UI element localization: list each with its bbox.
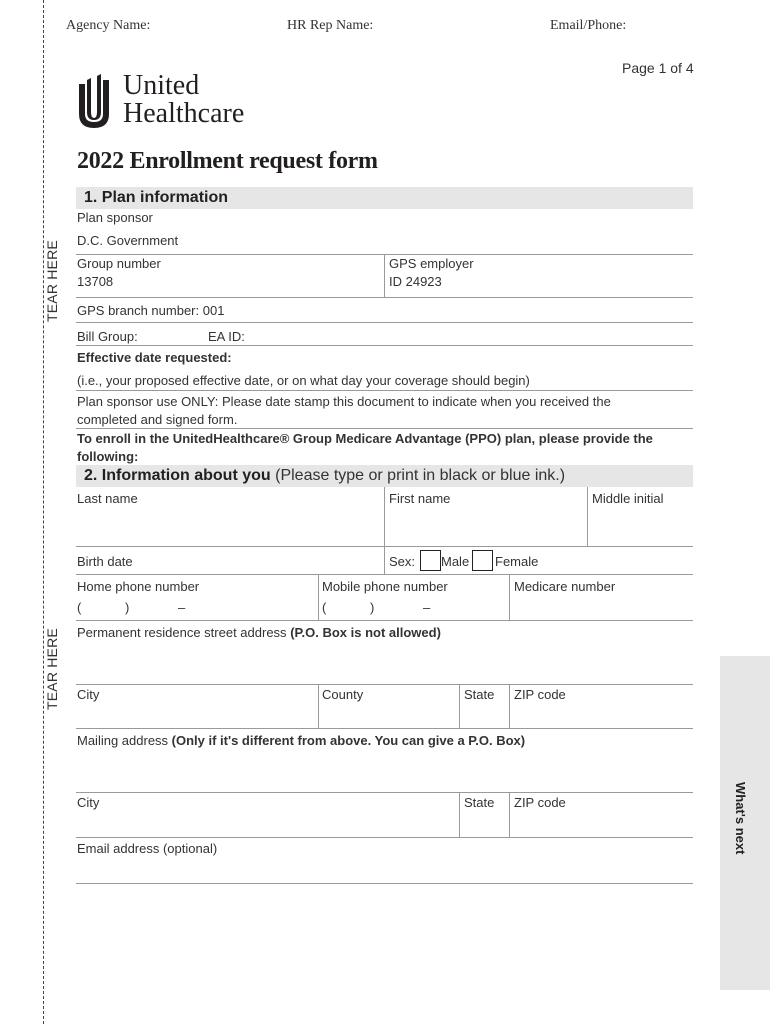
divider (76, 792, 693, 793)
divider-vertical (509, 684, 510, 728)
enroll-instruction-line1: To enroll in the UnitedHealthcare® Group Medicare Advantage (PPO) plan, please provide the (77, 431, 653, 446)
divider (76, 322, 693, 323)
mobile-phone-field[interactable] (320, 596, 507, 619)
email-address-label: Email address (optional) (77, 841, 218, 856)
divider-vertical (587, 487, 588, 546)
uhc-logo-icon (77, 74, 111, 132)
mailing-state-field[interactable] (461, 812, 507, 836)
page-indicator: Page 1 of 4 (622, 60, 694, 76)
gps-branch-number: GPS branch number: 001 (77, 303, 225, 318)
ea-id-label: EA ID: (208, 329, 245, 344)
section-2-heading: 2. Information about you (84, 467, 271, 484)
home-phone-paren-open: ( (77, 600, 82, 615)
plan-sponsor-value: D.C. Government (77, 233, 179, 248)
divider-vertical (459, 684, 460, 728)
bill-group-label: Bill Group: (77, 329, 138, 344)
group-number-label: Group number (77, 256, 161, 271)
logo-line-healthcare: Healthcare (123, 98, 245, 129)
sponsor-use-line2: completed and signed form. (77, 412, 238, 427)
divider (76, 728, 693, 729)
enroll-instruction-line2: following: (77, 449, 139, 464)
sex-label: Sex: (389, 554, 416, 569)
section-2-heading-note: (Please type or print in black or blue ink.) (275, 467, 566, 484)
mailing-city-label: City (77, 795, 100, 810)
zip-code-label: ZIP code (514, 687, 566, 702)
divider-vertical (384, 546, 385, 574)
mobile-phone-paren-close: ) (370, 600, 375, 615)
hr-rep-name-label: HR Rep Name: (287, 18, 374, 33)
home-phone-field[interactable] (76, 596, 316, 619)
middle-initial-label: Middle initial (592, 491, 664, 506)
mobile-phone-dash: – (423, 600, 431, 615)
mailing-address-row (77, 733, 525, 748)
divider-vertical (509, 574, 510, 620)
section-1-heading: 1. Plan information (84, 189, 229, 206)
page-title: 2022 Enrollment request form (77, 148, 378, 174)
gps-employer-value: ID 24923 (389, 274, 442, 289)
plan-sponsor-label: Plan sponsor (77, 210, 153, 225)
divider-vertical (318, 684, 319, 728)
home-phone-dash: – (178, 600, 186, 615)
last-name-field[interactable] (76, 487, 383, 545)
city-label: City (77, 687, 100, 702)
middle-initial-field[interactable] (589, 510, 692, 545)
mailing-address-field[interactable] (76, 752, 693, 790)
first-name-label: First name (389, 491, 451, 506)
divider-vertical (509, 792, 510, 837)
residence-address-field[interactable] (76, 642, 693, 682)
female-checkbox[interactable] (472, 550, 493, 571)
residence-address-label: Permanent residence street address (77, 625, 287, 640)
female-label: Female (495, 554, 539, 569)
residence-address-row (77, 625, 441, 640)
county-label: County (322, 687, 364, 702)
divider (76, 390, 693, 391)
divider (76, 574, 693, 575)
divider (76, 428, 693, 429)
divider-vertical (384, 254, 385, 297)
county-field[interactable] (320, 704, 457, 727)
divider-vertical (384, 487, 385, 546)
gps-employer-label: GPS employer (389, 256, 474, 271)
first-name-field[interactable] (386, 510, 586, 545)
home-phone-label: Home phone number (77, 579, 200, 594)
divider-vertical (318, 574, 319, 620)
tear-here-label-top: TEAR HERE (44, 240, 60, 322)
tear-line (43, 0, 44, 1024)
section-2-heading-row (84, 467, 565, 485)
male-checkbox[interactable] (420, 550, 441, 571)
group-number-value: 13708 (77, 274, 114, 289)
medicare-number-field[interactable] (511, 596, 692, 619)
medicare-number-label: Medicare number (514, 579, 616, 594)
divider-vertical (459, 792, 460, 837)
email-phone-label: Email/Phone: (550, 18, 627, 33)
mailing-city-field[interactable] (76, 812, 457, 836)
mailing-address-note: (Only if it's different from above. You can give a P.O. Box) (171, 733, 526, 748)
email-address-field[interactable] (76, 858, 693, 882)
whats-next-label: What's next (733, 782, 748, 855)
mailing-state-label: State (464, 795, 495, 810)
divider (76, 684, 693, 685)
last-name-label: Last name (77, 491, 138, 506)
zip-code-field[interactable] (511, 704, 692, 727)
birth-date-label: Birth date (77, 554, 133, 569)
divider (76, 837, 693, 838)
male-label: Male (441, 554, 470, 569)
divider (76, 345, 693, 346)
residence-address-note: (P.O. Box is not allowed) (290, 625, 441, 640)
mailing-address-label: Mailing address (77, 733, 169, 748)
state-label: State (464, 687, 495, 702)
sponsor-use-line1: Plan sponsor use ONLY: Please date stamp this document to indicate when you received the (77, 394, 611, 409)
mobile-phone-label: Mobile phone number (322, 579, 448, 594)
agency-name-label: Agency Name: (66, 18, 151, 33)
effective-date-label: Effective date requested: (77, 350, 232, 365)
divider (76, 297, 693, 298)
state-field[interactable] (461, 704, 507, 727)
logo-line-united: United (123, 70, 200, 101)
home-phone-paren-close: ) (125, 600, 130, 615)
tear-here-label-bottom: TEAR HERE (44, 628, 60, 710)
city-field[interactable] (76, 704, 316, 727)
mailing-zip-code-label: ZIP code (514, 795, 566, 810)
mailing-zip-code-field[interactable] (511, 812, 692, 836)
divider (76, 883, 693, 884)
divider (76, 620, 693, 621)
effective-date-hint: (i.e., your proposed effective date, or on what day your coverage should begin) (77, 373, 530, 388)
mobile-phone-paren-open: ( (322, 600, 327, 615)
